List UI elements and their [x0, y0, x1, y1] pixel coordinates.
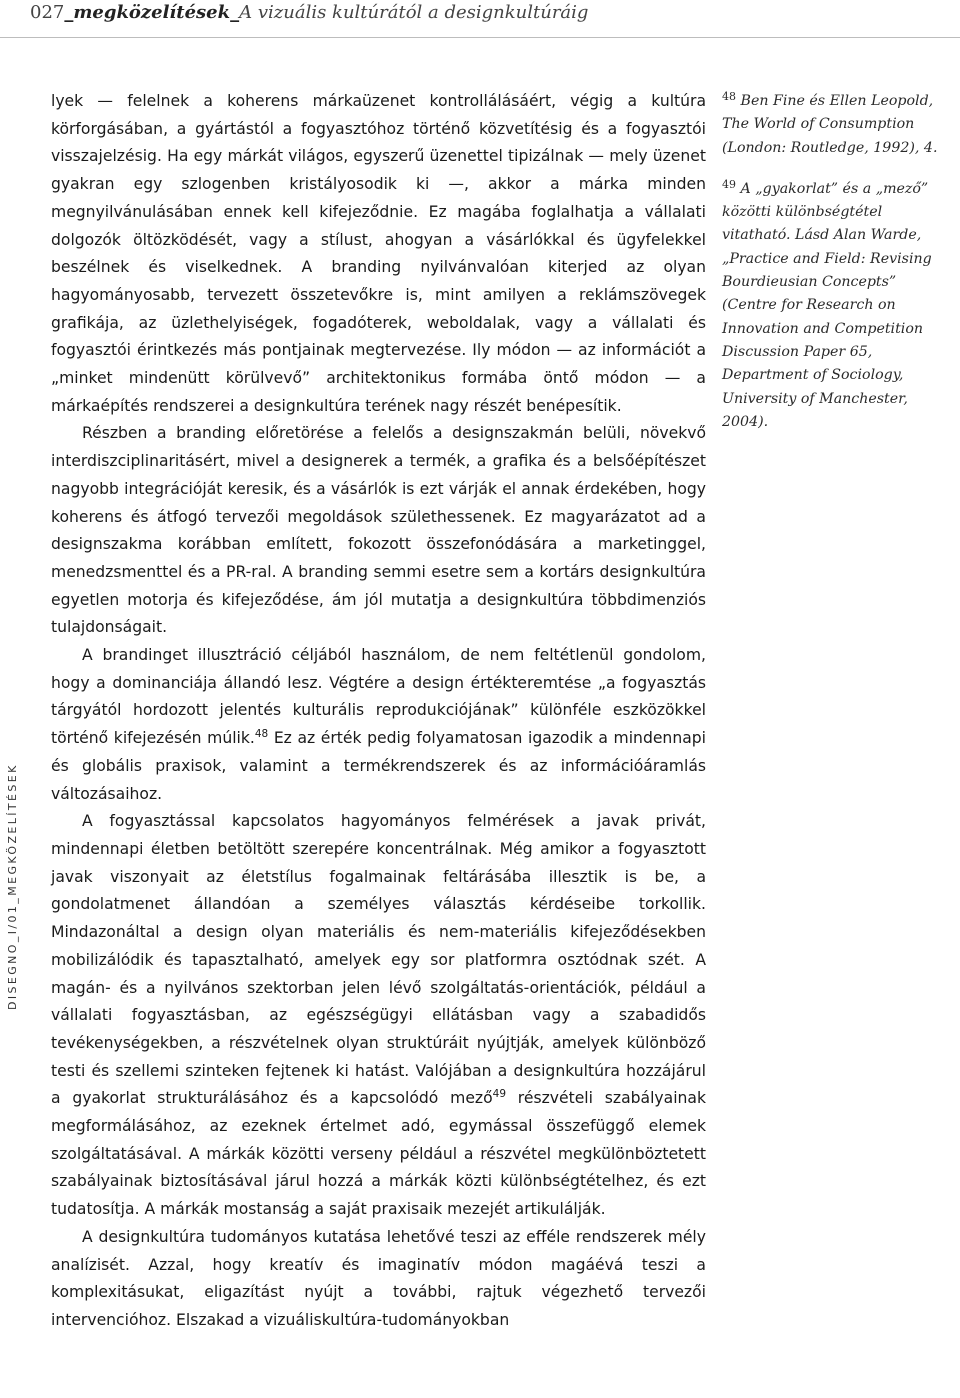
footnote-49 — [722, 178, 954, 434]
paragraph-5: A designkultúra tudományos kutatása lehetővé teszi az efféle rendszerek mély analízisét. Azzal, hogy kreatív és imaginatív módon magáévá teszi a komplexitásukat, eligazítást nyújt a további, rajtuk végezhető tervezői intervencióhoz. Elszakad a vizuáliskultúra-tudományokban — [51, 1227, 706, 1329]
paragraph-3-text-a: A brandinget illusztráció céljából használom, de nem feltétlenül gondolom, hogy a dominanciája állandó lesz. Végtére a design értékteremtése „a fogyasztás tárgyától hordozott jelentés kulturális reprodukciójának” különféle eszközökkel történő kifejezésén múlik. — [51, 646, 706, 748]
footnotes-column — [722, 90, 954, 452]
paragraph-3 — [51, 642, 706, 808]
footnote-ref-48[interactable]: 48 — [254, 728, 269, 741]
paragraph-2: Részben a branding előretörése a felelős a designszakmán belüli, növekvő interdiszciplinaritásért, mivel a designerek a termék, a grafika és a belsőépítészet nagyobb integrációját keresik, és a vásárlók is ezt várják el annak érdekében, hogy koherens és átfogó tervezői megoldások születhessenek. Ez magyarázatot ad a designszakma korábban említett, fokozott összefonódására a marketinggel, menedzsmenttel és a PR-ral. A branding semmi esetre sem a kortárs designkultúra egyetlen motorja és kifejeződése, ám jól mutatja a designkultúra többdimenziós tulajdonságait. — [51, 424, 706, 637]
footnote-number: 48 — [722, 90, 736, 103]
section-name: _megközelítések_ — [64, 2, 240, 23]
footnote-48 — [722, 90, 954, 160]
body-text — [51, 88, 706, 1335]
running-header — [30, 2, 588, 23]
footnote-text: A „gyakorlat” és a „mező” közötti különbségtétel vitatható. Lásd Alan Warde, „Practice and Field: Revising Bourdieusian Concepts” (Centre for Research on Innovation and Competition Discussion Paper 65, Department of Sociology, University of Manchester, 2004). — [722, 180, 932, 430]
paragraph-1: lyek — felelnek a koherens márkaüzenet kontrollálásáért, végig a kultúra körforgásában, a gyártástól a fogyasztóhoz történő közvetítésig és a fogyasztói visszajelzésig. Ha egy márkát világos, egyszerű üzenettel tipizálnak — mely üzenet gyakran egy szlogenben kristályosodik ki —, akkor a márka minden megnyilvánulásában ennek kell kifejeződnie. Ez magába foglalhatja a vállalati dolgozók öltözködését, vagy a stílust, ahogyan a vásárlókkal és ügyfelekkel beszélnek és viselkednek. A branding nyilvánvalóan kiterjed az olyan hagyományosabb, tervezett összetevőkre is, mint amilyen a reklámszövegek grafikája, az üzlethelyiségek, fogadóterek, weboldalak, vagy a vállalati és fogyasztói érintkezés más pontjainak megtervezése. Ily módon — az információt a „minket mindenütt körülvevő” architektonikus formába öntő módon — a márkaépítés rendszerei a designkultúra terének nagy részét benépesítik. — [51, 92, 706, 415]
paragraph-4-text-a: A fogyasztással kapcsolatos hagyományos felmérések a javak privát, mindennapi életben betöltött szerepére koncentrálnak. Még amikor a fogyasztott javak viszonyait az életstílus fogalmainak feltárásába illesztik is be, a gondolatmenet állandóan a személyes választás kérdéseibe torkollik. Mindazonáltal a design olyan materiális és nem-materiális kifejeződésekben mobilizálódik és tapasztalható, amelyek egy sor platformra osztódnak szét. A magán- és a nyilvános szektorban jelen lévő szolgáltatás-orientációk, például a vállalati fogyasztásban, az egészségügyi ellátásban vagy a szabadidős tevékenységekben, a részvételnek olyan struktúráit nyújtják, amelyek különböző testi és szellemi szinteken fejtenek ki hatást. Valójában a designkultúra hozzájárul a gyakorlat strukturálásához és a kapcsolódó mező — [51, 812, 706, 1108]
paragraph-4 — [51, 808, 706, 1224]
header-divider — [0, 37, 960, 38]
footnote-text: Ben Fine és Ellen Leopold, The World of Consumption (London: Routledge, 1992), 4. — [722, 93, 938, 156]
footnote-number: 49 — [722, 177, 736, 191]
page-number: 027 — [30, 2, 65, 23]
side-running-label: DISEGNO_I/01_MEGKÖZELÍTÉSEK — [6, 763, 19, 1010]
paragraph-3-text-b: Ez az érték pedig folyamatosan igazodik a mindennapi és globális praxisok, valamint a termékrendszerek és az információáramlás változásaihoz. — [51, 729, 706, 803]
chapter-title: A vizuális kultúrától a designkultúráig — [239, 2, 589, 23]
paragraph-4-text-b: részvételi szabályainak megformálásához, az ezeknek értelmet adó, egymással összefüggő elemek szolgáltatásával. A márkák közötti verseny például a részvétel megkülönböztetett szabályainak biztosításával járul hozzá a márkák közti különbségtételhez, és ezt tudatosítja. A márkák mostanság a saját praxisaik mezejét artikulálják. — [51, 1089, 706, 1219]
footnote-ref-49[interactable]: 49 — [492, 1088, 507, 1101]
